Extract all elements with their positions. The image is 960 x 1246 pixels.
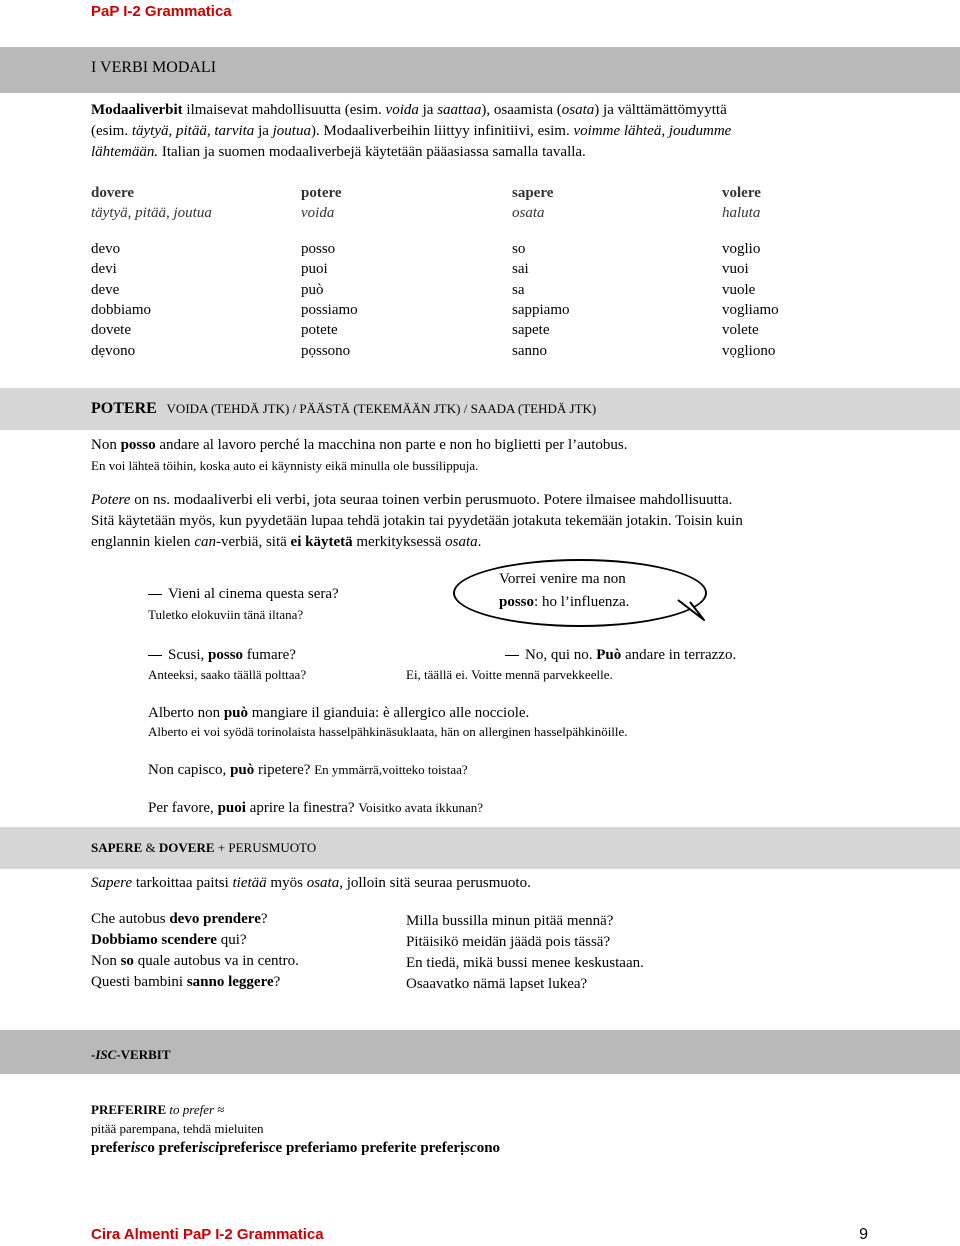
bubble-line-2 <box>499 594 629 611</box>
conj-form: dovete <box>91 322 131 339</box>
text-run: voida <box>385 102 419 118</box>
example-4-fi: Voisitko avata ikkunan? <box>358 800 484 815</box>
conj-meaning: täytyä, pitää, joutua <box>91 205 212 222</box>
text-run: sc <box>464 1140 477 1156</box>
text-run: merkityksessä <box>352 534 446 550</box>
conj-form: dobbiamo <box>91 302 151 319</box>
example-4-it <box>148 800 358 816</box>
text-run: fumare? <box>243 647 296 663</box>
desc-line <box>91 511 871 532</box>
conj-form: sa <box>512 281 525 298</box>
text-run: . <box>477 534 482 550</box>
conj-form: sai <box>512 261 529 278</box>
text-run: ? <box>273 974 281 990</box>
modal-intro <box>91 100 871 163</box>
conj-verb: volere <box>722 185 761 201</box>
text-run: ), osaamista ( <box>481 102 562 118</box>
conj-verb: dovere <box>91 185 135 201</box>
text-run: sc <box>263 1140 276 1156</box>
conj-verb: sapere <box>512 185 554 201</box>
text-run: so <box>120 953 134 969</box>
potere-example-2 <box>148 705 529 722</box>
sapere-example-it <box>91 909 299 930</box>
text-run: on ns. modaaliverbi eli verbi, jota seuraa toinen verbin perusmuoto. Potere ilmaisee mahdollisuutta. <box>130 492 733 508</box>
text-run: posso <box>120 437 156 453</box>
text-run: può <box>230 762 255 778</box>
dash-icon <box>148 594 162 595</box>
text-run: DOVERE <box>158 840 215 855</box>
text-run: täytyä, pitää, tarvita <box>131 123 255 139</box>
text-run: saattaa <box>437 102 482 118</box>
desc-line <box>91 490 871 511</box>
text-run: : ho l’influenza. <box>534 594 630 610</box>
sapere-examples-fi <box>406 911 644 995</box>
text-run: Modaaliverbit <box>91 102 183 118</box>
conj-meaning: voida <box>301 205 335 222</box>
text-run: andare al lavoro perché la macchina non parte e non ho biglietti per l’autobus. <box>155 437 628 453</box>
intro-line <box>91 121 871 142</box>
text-run: tarkoittaa paitsi <box>132 875 233 891</box>
text-run: osata <box>561 102 595 118</box>
text-run: Non <box>91 437 121 453</box>
text-run: Potere <box>91 492 131 508</box>
intro-line <box>91 100 871 121</box>
conj-form: deve <box>91 281 120 298</box>
text-run: Questi bambini <box>91 974 187 990</box>
text-run: to prefer <box>169 1102 215 1117</box>
conj-form: puoi <box>301 261 328 278</box>
text-run: aprire la finestra? <box>245 800 359 816</box>
text-run: osata <box>445 534 478 550</box>
text-run: lähtemään. <box>91 144 159 160</box>
section-band-sapere <box>0 827 960 869</box>
dialog-3-it-text <box>525 647 736 663</box>
text-run: - <box>91 1047 96 1062</box>
conj-column-dovere <box>91 183 212 361</box>
conj-meaning: osata <box>512 205 545 222</box>
potere-example-2-fi: Alberto ei voi syödä torinolaista hasselpähkinäsuklaata, hän on allerginen hasselpähkinöille. <box>148 724 628 739</box>
text-run: o prefer <box>147 1140 199 1156</box>
text-run: devo prendere <box>169 911 261 927</box>
dialog-3-fi: Ei, täällä ei. Voitte mennä parvekkeelle. <box>406 667 613 682</box>
conj-form: sapete <box>512 322 550 339</box>
conj-form: volete <box>722 322 759 339</box>
text-run: Italian ja suomen modaaliverbejä käytetään pääasiassa samalla tavalla. <box>158 144 586 160</box>
conj-form: posso <box>301 240 336 257</box>
text-run: ≈ <box>214 1102 225 1117</box>
speech-bubble <box>453 559 707 627</box>
potere-title-sub: VOIDA (TEHDÄ JTK) / PÄÄSTÄ (TEKEMÄÄN JTK) / SAADA (TEHDÄ JTK) <box>166 401 597 416</box>
conj-meaning: haluta <box>722 205 761 222</box>
text-run: Per favore, <box>148 800 218 816</box>
text-run: ono <box>476 1140 501 1156</box>
conj-form: sanno <box>512 342 547 359</box>
sapere-example-fi: En tiedä, mikä bussi menee keskustaan. <box>406 955 644 971</box>
sapere-examples-it <box>91 909 299 993</box>
conj-form: so <box>512 240 526 257</box>
text-run: joutua <box>272 123 311 139</box>
conj-form: possiamo <box>301 302 358 319</box>
text-run: Non capisco, <box>148 762 231 778</box>
dialog-1-it-text: Vieni al cinema questa sera? <box>168 586 339 602</box>
section-band-modal <box>0 47 960 93</box>
speech-bubble-tail-icon <box>676 598 706 622</box>
conj-form: voglio <box>722 240 761 257</box>
dialog-3-it <box>505 647 736 664</box>
dash-icon <box>505 655 519 656</box>
running-header: PaP I-2 Grammatica <box>91 3 232 20</box>
conj-column-volere <box>722 183 779 361</box>
conj-form: potete <box>301 322 338 339</box>
text-run: , jolloin sitä seuraa perusmuoto. <box>339 875 531 891</box>
conj-form: devo <box>91 240 121 257</box>
sapere-example-it <box>91 972 299 993</box>
text-run: e preferiamo preferite preferị <box>275 1140 465 1156</box>
text-run: prefer <box>91 1140 131 1156</box>
text-run: Dobbiamo scendere <box>91 932 217 948</box>
text-run: Sapere <box>91 875 133 891</box>
conj-form: pọssono <box>301 342 351 359</box>
text-run: ). Modaaliverbeihin liittyy infinitiivi, esim. <box>310 123 574 139</box>
text-run: preferi <box>219 1140 264 1156</box>
conj-form: vuoi <box>722 261 749 278</box>
preferire-heading <box>91 1102 224 1119</box>
text-run: può <box>223 705 249 721</box>
sapere-example-fi: Pitäisikö meidän jäädä pois tässä? <box>406 934 611 950</box>
text-run: ilmaisevat mahdollisuutta (esim. <box>182 102 386 118</box>
conj-form: devi <box>91 261 117 278</box>
section-title-modal: I VERBI MODALI <box>91 59 217 76</box>
text-run: qui? <box>216 932 247 948</box>
sapere-description <box>91 875 531 892</box>
section-title-sapere <box>91 840 316 856</box>
conj-form: vuole <box>722 281 756 298</box>
sapere-example-it <box>91 951 299 972</box>
intro-line <box>91 142 871 163</box>
dialog-1-it <box>148 586 339 603</box>
text-run: Alberto non <box>148 705 224 721</box>
text-run: tietää <box>232 875 267 891</box>
conj-verb: potere <box>301 185 342 201</box>
conj-column-sapere <box>512 183 570 361</box>
conj-form: vọgliono <box>722 342 776 359</box>
text-run: ja <box>418 102 438 118</box>
potere-example-4 <box>148 800 483 817</box>
text-run: posso <box>499 594 535 610</box>
text-run: ei käytetä <box>290 534 353 550</box>
example-3-fi: En ymmärrä,voitteko toistaa? <box>314 762 468 777</box>
section-title-potere <box>91 400 596 418</box>
bubble-line-1 <box>499 571 626 588</box>
sapere-example-it <box>91 930 299 951</box>
text-run: + PERUSMUOTO <box>214 840 317 855</box>
text-run: ) ja välttämättömyyttä <box>594 102 727 118</box>
text-run: & <box>142 840 159 855</box>
desc-line <box>91 532 871 553</box>
text-run: voimme lähteä, joudumme <box>573 123 732 139</box>
dialog-2-it <box>148 647 296 664</box>
text-run: isci <box>198 1140 220 1156</box>
conj-form: dẹvono <box>91 342 136 359</box>
potere-example-3 <box>148 762 468 779</box>
text-run: osata <box>306 875 340 891</box>
dash-icon <box>148 655 162 656</box>
text-run: mangiare il gianduia: è allergico alle nocciole. <box>248 705 530 721</box>
text-run: PREFERIRE <box>91 1102 167 1117</box>
conj-column-potere <box>301 183 358 361</box>
text-run: (esim. <box>91 123 132 139</box>
text-run: SAPERE <box>91 840 143 855</box>
conj-form: sappiamo <box>512 302 570 319</box>
section-band-potere <box>0 388 960 430</box>
text-run: -VERBIT <box>116 1047 171 1062</box>
conj-form: può <box>301 281 324 298</box>
dialog-1-fi: Tuletko elokuviin tänä iltana? <box>148 607 304 622</box>
text-run: ISC <box>95 1047 117 1062</box>
potere-example-1 <box>91 437 628 454</box>
text-run: -verbiä, sitä <box>215 534 291 550</box>
potere-title-main: POTERE <box>91 400 157 417</box>
text-run: Che autobus <box>91 911 170 927</box>
text-run: Vorrei venire ma non <box>499 571 626 587</box>
sapere-example-fi: Osaavatko nämä lapset lukea? <box>406 976 588 992</box>
preferire-conjugation <box>91 1140 500 1157</box>
preferire-meaning: pitää parempana, tehdä mieluiten <box>91 1121 264 1136</box>
section-title-isc <box>91 1047 171 1063</box>
sapere-example-fi: Milla bussilla minun pitää mennä? <box>406 913 614 929</box>
text-run: myös <box>266 875 307 891</box>
text-run: isc <box>130 1140 148 1156</box>
potere-example-1-fi: En voi lähteä töihin, koska auto ei käynnisty eikä minulla ole bussilippuja. <box>91 458 479 473</box>
text-run: Può <box>596 647 622 663</box>
page-number: 9 <box>859 1226 868 1243</box>
text-run: puoi <box>217 800 246 816</box>
conj-form: vogliamo <box>722 302 779 319</box>
potere-description <box>91 490 871 553</box>
example-3-it <box>148 762 314 778</box>
preferire-heading-text <box>91 1102 224 1117</box>
text-run: can <box>194 534 216 550</box>
text-run: andare in terrazzo. <box>621 647 737 663</box>
dialog-2-fi: Anteeksi, saako täällä polttaa? <box>148 667 307 682</box>
text-run: quale autobus va in centro. <box>133 953 299 969</box>
text-run: ? <box>260 911 268 927</box>
text-run: posso <box>208 647 244 663</box>
text-run: ja <box>254 123 273 139</box>
dialog-2-it-text <box>168 647 296 663</box>
section-band-isc <box>0 1030 960 1074</box>
footer-text: Cira Almenti PaP I-2 Grammatica <box>91 1226 324 1243</box>
text-run: sanno leggere <box>186 974 274 990</box>
text-run: Non <box>91 953 121 969</box>
text-run: englannin kielen <box>91 534 195 550</box>
text-run: Scusi, <box>168 647 209 663</box>
text-run: ripetere? <box>254 762 315 778</box>
text-run: Sitä käytetään myös, kun pyydetään lupaa tehdä jotakin tai pyydetään jotakuta tekemään jotakin. Toisin kuin <box>91 513 743 529</box>
text-run: No, qui no. <box>525 647 597 663</box>
